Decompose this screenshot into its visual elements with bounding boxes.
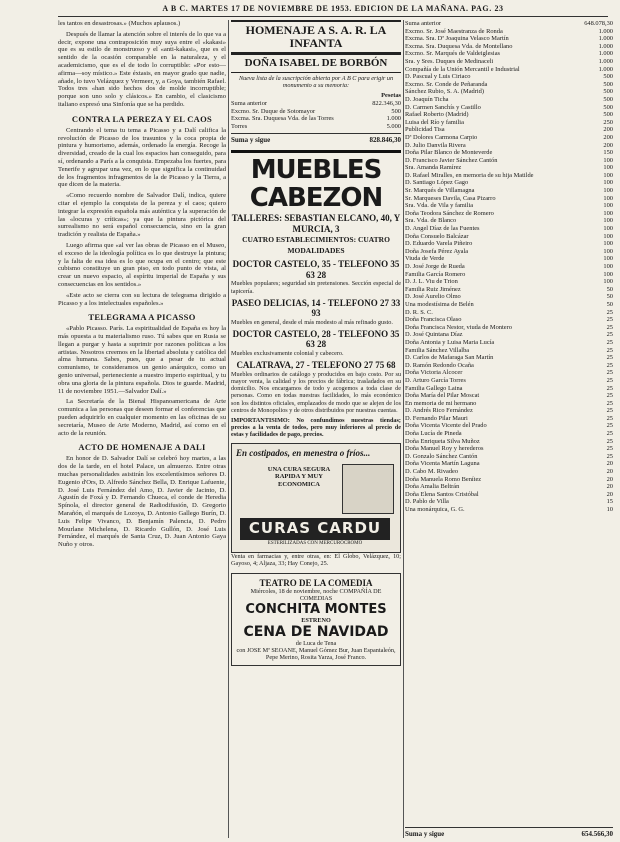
donation-row xyxy=(405,210,613,218)
donation-row xyxy=(405,43,613,51)
donor-name: Sra. Vda. de Blanco xyxy=(405,217,457,225)
donor-name: Doña Francisca Nestor, viuda de Montero xyxy=(405,323,512,331)
donation-amount: 25 xyxy=(606,399,613,407)
store-address: DOCTOR CASTELO, 28 - TELEFONO 35 63 28 xyxy=(232,328,400,350)
donor-name: D. Francisco Javier Sánchez Cantón xyxy=(405,156,498,164)
important-notice: IMPORTANTISIMO: No confundimos nuestras tiendas; precios a la venta de todos, pero muy inferiores al precio de estas y facilidades de pago, precios. xyxy=(231,416,401,439)
donation-amount: 20 xyxy=(606,483,613,491)
donor-name: Compañía de la Unión Mercantil e Industrial xyxy=(405,65,520,73)
store-address: CALATRAVA, 27 - TELEFONO 27 75 68 xyxy=(236,360,396,371)
paragraph: Después de llamar la atención sobre el interés de lo que va a decir, expone una contraposición muy suya entre el «kakasi» que es su estilo de monstruoso y el «anti-kakasi», que es el sentido de la ocasión comparable en la naturaleza, y el academicismo, que es el de todo lo corruptible: «Por esto—afirma—soy místico.» Este éxtasis, en mayor grado que nadie, añade, lo tuvo Velázquez y Vermeer, y, a Goya, también Rafael. Todos tres «han sido hechos dos de molde incorruptible; porque son uno solo y clásicos.» En cambio, el clasicismo italiano expresó una Sinfonía que se ha perdido. xyxy=(58,30,226,108)
donation-row xyxy=(405,240,613,248)
subtotal: Suma y sigue 654.566,30 xyxy=(405,827,613,838)
donation-row xyxy=(405,476,613,484)
ad-tagline: UNA CURA SEGURA RAPIDA Y MUY ECONOMICA xyxy=(267,465,331,488)
donation-amount: 5.000 xyxy=(386,122,401,130)
donation-amount: 25 xyxy=(606,369,613,377)
donation-row xyxy=(405,293,613,301)
donor-name: Excma. Sra. Duquesa Vda. de las Torres xyxy=(231,115,334,123)
donation-row xyxy=(405,491,613,499)
donation-amount: 1.000 xyxy=(598,57,613,65)
donation-row xyxy=(405,400,613,408)
donation-row xyxy=(405,301,613,309)
donor-name: Doña Consuelo Balcázar xyxy=(405,232,469,240)
donation-amount: 100 xyxy=(603,240,613,248)
paragraph: Centrando el tema tu tema a Picasso y a Dalí califica la revolución de Picasso de los trasuntos y la coca propia de pintura y humorismo, además, ordenado la energía. Recoge la diversidad, creado de la cual los espacios han conseguido, para sí, ordenando a París a la conquista. Empezaba los fuertes, para Tenerife y agrupar una vez, en lo que significa la continuidad de los fragmentos infragmentos de la de Picasso y la Tierra, a que dicen de la materia. xyxy=(58,126,226,189)
donor-name: Doña Vicenta Martín Laguna xyxy=(405,460,480,468)
donor-name: D. Andrés Rico Fernández xyxy=(405,407,473,415)
donor-name: Doña Elena Santos Cristóbal xyxy=(405,490,479,498)
section-heading: ACTO DE HOMENAJE A DALI xyxy=(78,442,206,453)
donation-amount: 25 xyxy=(606,361,613,369)
donation-row xyxy=(405,316,613,324)
play-author: de Luca de Tena xyxy=(295,639,337,647)
donor-name: Excmo. Sr. Marqués de Valdeiglesias xyxy=(405,50,501,58)
donation-row xyxy=(405,248,613,256)
donor-name: Suma anterior xyxy=(405,20,442,27)
donation-row xyxy=(405,460,613,468)
donation-row xyxy=(405,81,613,89)
donor-name: Sra. y Sres. Duques de Medinaceli xyxy=(405,57,494,65)
middle-column xyxy=(231,20,401,838)
donation-row xyxy=(405,422,613,430)
donation-row xyxy=(405,506,613,514)
donor-name: D. Cabo M. Rivadeo xyxy=(405,468,459,476)
subtotal: Suma y sigue 828.846,30 xyxy=(231,133,401,144)
donation-amount: 1.000 xyxy=(598,42,613,50)
actress-name: CONCHITA MONTES xyxy=(245,602,387,618)
donation-row xyxy=(405,483,613,491)
donation-row xyxy=(405,66,613,74)
donor-name: Familia Ruiz Jiménez xyxy=(405,285,461,293)
donor-name: Doña Pilar Blanco de Monteverde xyxy=(405,149,493,157)
donation-row xyxy=(405,445,613,453)
donation-amount: 10 xyxy=(606,506,613,513)
donor-list-column xyxy=(405,20,613,838)
donation-row xyxy=(405,438,613,446)
donor-name: Familia García Romero xyxy=(405,270,466,278)
paragraph: En honor de D. Salvador Dalí se celebró hoy martes, a las dos de la tarde, en el hotel Palace, un almuerzo. Entre otras muchas personalidades asistirán los excelentísimos señores D. Eugenio d'Ors, D. Alfredo Sánchez Bella, D. Enrique Lafuente, D. José Luis Fernández del Amo, D. Javier de Jacinto, D. Agustín de Foxá y D. Fernando Chueca, el conde de Heredia Spínola, el director general de Radiodifusión, D. Gregorio Marañón, el marqués de Lozoya, D. Antonio Gallego Burín, D. Luis Felipe Vivanco, D. Benjamín Palencia, D. Pedro Mourlane Michelena, D. Ricardo Gullón, D. José Luis Fernández, el marqués de Santa Cruz, D. Juan Antonio Gaya Nuño y otros. xyxy=(58,455,226,549)
donation-row xyxy=(405,217,613,225)
donation-amount: 200 xyxy=(603,133,613,141)
donation-row xyxy=(405,202,613,210)
donor-name: Doña Francisca Olaso xyxy=(405,316,462,324)
donor-name: Doña Vicenta Vicente del Prado xyxy=(405,422,487,430)
store-desc: Muebles populares; seguridad sin pretensiones. Sección especial de tapicería. xyxy=(231,280,401,295)
donation-amount: 100 xyxy=(603,194,613,202)
ad-subline: ESTERILIZADAS CON MERCUROCROMO xyxy=(267,540,363,546)
donation-amount: 822.346,30 xyxy=(372,100,401,107)
donation-amount: 250 xyxy=(603,118,613,126)
donation-amount: 150 xyxy=(603,149,613,157)
section-heading: CONTRA LA PEREZA Y EL CAOS xyxy=(71,113,213,124)
store-address: DOCTOR CASTELO, 35 - TELEFONO 35 63 28 xyxy=(232,259,400,280)
donation-amount: 500 xyxy=(603,80,613,88)
donation-row xyxy=(405,430,613,438)
donation-row xyxy=(405,453,613,461)
donation-row xyxy=(405,134,613,142)
homenaje-title: HOMENAJE A S. A. R. LA INFANTA xyxy=(231,20,401,53)
donor-name: Excma. Sra. Dª Joaquina Velasco Martín xyxy=(405,35,509,43)
donation-amount: 15 xyxy=(606,498,613,506)
play-title: CENA DE NAVIDAD xyxy=(243,623,389,640)
donation-row xyxy=(405,233,613,241)
donor-name: Doña Manuel Roy y herederos xyxy=(405,445,484,453)
donation-row xyxy=(405,286,613,294)
donation-amount: 25 xyxy=(606,308,613,316)
donation-row xyxy=(405,172,613,180)
donor-name: D. Arturo García Torres xyxy=(405,376,466,384)
donation-row xyxy=(405,324,613,332)
donor-name: Excma. Sra. Duquesa Vda. de Montellano xyxy=(405,42,513,50)
cuatro-line: CUATRO ESTABLECIMIENTOS: CUATRO MODALIDADES xyxy=(242,235,390,255)
donor-name: Sra. Vda. de Vila y familia xyxy=(405,202,474,210)
donor-name: D. Julio Danvila Rivera xyxy=(405,141,466,149)
donor-name: D. José Jorge de Rueda xyxy=(405,263,465,270)
donor-name: Suma anterior xyxy=(231,100,268,107)
donor-name: Doña Josefa Pérez Ayala xyxy=(405,247,469,255)
donor-name: Doña Manuela Romo Benítez xyxy=(405,475,482,483)
donation-row xyxy=(405,369,613,377)
store-desc: Muebles en general, desde el más modesto al más refinado gusto. xyxy=(231,318,393,326)
donor-name: D. Gonzalo Sánchez Cantón xyxy=(405,452,478,460)
donation-amount: 1.000 xyxy=(598,35,613,43)
donation-row xyxy=(405,96,613,104)
donation-row xyxy=(405,195,613,203)
donation-amount: 1.000 xyxy=(598,50,613,58)
donation-amount: 100 xyxy=(603,171,613,179)
donor-name: D. José Aurelio Olmo xyxy=(405,293,461,301)
donation-row xyxy=(405,347,613,355)
donation-row xyxy=(405,126,613,134)
donation-row xyxy=(405,377,613,385)
donation-amount: 500 xyxy=(603,103,613,111)
donation-amount: 100 xyxy=(603,225,613,233)
donor-name: D. R. S. C. xyxy=(405,308,433,316)
donation-amount: 100 xyxy=(603,278,613,286)
paragraph: La Secretaría de la Bienal Hispanoamericana de Arte comunica a las personas que deseen formar el conferencias que pueden adquirirlo en cualquier momento en las oficinas de su secretaría, Museo de Arte Moderno, Madrid, así como en el acto de la reunión. xyxy=(58,398,226,437)
donation-row xyxy=(405,407,613,415)
donation-amount: 25 xyxy=(606,392,613,400)
donor-name: D. Pascual y Luis Ciriaco xyxy=(405,73,471,81)
donation-row xyxy=(405,35,613,43)
donor-name: Publicidad Tisa xyxy=(405,126,445,134)
donation-amount: 25 xyxy=(606,430,613,438)
store-desc: Muebles ordinarios de catálogo y producidos en bajo costo. Por su mayor venta, la calidad y los precios de fábrica; trasladados en su domicilio. Nos encargamos de todo y acogemos a toda clase de personas. Como en todas nuestras facilidades, lo más económico son los distintos oficiales, emplazados de modo que se alejen de los centros de Monopolios y de otros distribuidos por nuestras cuentas. xyxy=(231,370,401,414)
donor-name: Dª Dolores Carmona Carpio xyxy=(405,133,478,141)
donation-amount: 100 xyxy=(603,255,613,263)
donor-name: Doña Antonia y Luisa Maria Lucía xyxy=(405,338,495,346)
donation-row xyxy=(405,271,613,279)
store-address: PASEO DELICIAS, 14 - TELEFONO 27 33 93 xyxy=(231,297,401,319)
donation-row xyxy=(231,123,401,131)
donation-row xyxy=(405,20,613,28)
donor-name: D. Fernando Pilar Mauri xyxy=(405,414,468,422)
donation-amount: 25 xyxy=(606,445,613,453)
donation-amount: 500 xyxy=(603,111,613,119)
donation-row xyxy=(405,58,613,66)
donation-amount: 1.000 xyxy=(386,115,401,123)
donation-amount: 100 xyxy=(603,263,613,270)
donor-name: Doña Enriqueta Silva Muñoz xyxy=(405,437,480,445)
donation-amount: 25 xyxy=(606,316,613,324)
donor-name: Doña María del Pilar Moscat xyxy=(405,392,480,400)
donation-amount: 20 xyxy=(606,460,613,468)
donation-row xyxy=(231,108,401,116)
donor-name: Torres xyxy=(231,122,248,130)
muebles-logo: MUEBLES CABEZON xyxy=(231,150,401,212)
store-desc: Muebles exclusivamente colonial y cabecero. xyxy=(231,349,344,357)
donor-name: D. Santiago López Gago xyxy=(405,179,469,187)
ad-footer: Venta en farmacias y, entre otras, en: El Globo, Velázquez, 10; Gayoso, 4; Aljaza, 33; Hay Conejo, 25. xyxy=(231,552,401,567)
donation-amount: 100 xyxy=(603,270,613,278)
donor-name: Una modestísima de Belén xyxy=(405,300,474,308)
donation-amount: 20 xyxy=(606,475,613,483)
donation-amount: 25 xyxy=(606,437,613,445)
donor-name: Doña Amalia Beltrán xyxy=(405,483,460,491)
donation-amount: 25 xyxy=(606,331,613,339)
donation-amount: 25 xyxy=(606,338,613,346)
talleres-line: TALLERES: SEBASTIAN ELCANO, 40, Y MURCIA, 3 xyxy=(231,213,401,234)
donation-row xyxy=(405,225,613,233)
donation-amount: 500 xyxy=(603,95,613,103)
donation-amount: 25 xyxy=(606,422,613,430)
donation-row xyxy=(405,354,613,362)
donation-row xyxy=(405,339,613,347)
donation-row xyxy=(405,142,613,150)
section-heading: TELEGRAMA A PICASSO xyxy=(88,312,196,323)
donor-name: D. Rafael Miralles, en memoria de su hija Matilde xyxy=(405,171,534,179)
column-rule xyxy=(403,20,404,838)
donor-name: Familia Sánchez Villalba xyxy=(405,346,470,354)
donation-amount: 25 xyxy=(606,384,613,392)
donation-amount: 25 xyxy=(606,376,613,384)
paragraph: «Como recuerdo nombre de Salvador Dalí, indica, quiere citar el ejemplo la conquista de la pereza y el caos; quiero integrar la expresión española más auténtica y la superación de las «locuras y críticas»; ya que la pintura pictórica del surrealismo no será español consecuencia, sino en la gran tradición y realista de España.» xyxy=(58,192,226,239)
theatre-date: Miércoles, 18 de noviembre, noche COMPAÑÍA DE COMEDIAS xyxy=(250,587,382,603)
donor-name: D. Carmen Sanchís y Castillo xyxy=(405,103,481,111)
donor-name: D. José Quintana Díaz xyxy=(405,331,463,339)
donation-row xyxy=(405,88,613,96)
cast-list: con JOSE Mª SEOANE, Manuel Gómez Bur, Juan Espantaleón, Pepe Merino, Rosita Yarza, José Franco. xyxy=(236,646,396,661)
donor-name: Excmo. Sr. Conde de Peñaranda xyxy=(405,80,488,88)
donor-name: D. Pablo de Villa xyxy=(405,498,449,506)
donor-name: Doña Teodora Sánchez de Romero xyxy=(405,209,494,217)
donation-amount: 200 xyxy=(603,126,613,134)
donor-name: Sr. Marqueses Davila, Casa Pizarro xyxy=(405,194,496,202)
donation-row xyxy=(405,157,613,165)
donation-amount: 1.000 xyxy=(598,65,613,73)
donor-name: Sra. Amanda Ramírez xyxy=(405,164,462,172)
donation-row xyxy=(405,104,613,112)
donor-name: Viuda de Verde xyxy=(405,255,445,263)
teatro-ad xyxy=(231,573,401,666)
donation-amount: 200 xyxy=(603,141,613,149)
donor-name: D. J. L. Viu de Trion xyxy=(405,278,458,286)
donation-amount: 50 xyxy=(606,293,613,301)
column-rule xyxy=(228,20,229,838)
donation-amount: 25 xyxy=(606,414,613,422)
paragraph: Luego afirma que «al ver las obras de Picasso en el Museo, el exceso de la ideología política es lo que destruye la pintura; y la falta de esa idea es lo que ocupa en el centro; que este cubismo constituye un gran piso, en todo punto de vista, al crear un nuevo espacio, al espíritu imperial de España y sus consecuencias en los sentidos.» xyxy=(58,241,226,288)
donation-row xyxy=(405,392,613,400)
donor-name: D. Carlos de Mafaraga San Martín xyxy=(405,354,494,362)
donor-name: Familia Gallego Laina xyxy=(405,384,463,392)
donor-name: D. Angel Díaz de las Fuentes xyxy=(405,225,480,233)
donation-amount: 100 xyxy=(603,156,613,164)
donation-row xyxy=(405,255,613,263)
ad-brand: CURAS CARDU xyxy=(240,518,390,540)
homenaje-subtitle: DOÑA ISABEL DE BORBÓN xyxy=(231,53,401,73)
donation-row xyxy=(405,119,613,127)
page-header: A B C. MARTES 17 DE NOVIEMBRE DE 1953. EDICION DE LA MAÑANA. PAG. 23 xyxy=(58,4,608,17)
donation-row xyxy=(405,50,613,58)
donation-amount: 25 xyxy=(606,452,613,460)
donor-name: Luisa del Río y familia xyxy=(405,118,464,126)
donor-name: D. Joaquín Ticha xyxy=(405,95,449,103)
paragraph: les tantos en desastrosas.» (Muchos aplausos.) xyxy=(58,20,181,27)
donation-amount: 648.078,30 xyxy=(584,20,613,27)
donation-amount: 100 xyxy=(603,209,613,217)
donation-amount: 500 xyxy=(391,107,401,115)
donation-row xyxy=(405,187,613,195)
donation-amount: 100 xyxy=(603,179,613,187)
donor-name: En memoria de mi hermano xyxy=(405,399,477,407)
donation-row xyxy=(231,100,401,108)
donor-name: Doña Lucía de Pineda xyxy=(405,430,462,438)
donor-name: D. Eduardo Varela Piñeiro xyxy=(405,240,473,248)
paragraph: «Pablo Picasso. París. La espiritualidad de España es hoy la más opuesta a tu materialismo ruso. Tú sabes que en Rusia se llegan a purgar y hasta a suprimir por razones políticas a los artistas. Nosotros creemos en la libertad absoluta y católica del alma humana. Sabes, pues, que a pesar de tu actual comunismo, te consideramos un genio anárquico, como un genio universal, perteneciente a nuestro imperio espiritual, y tu obra una gloria de la pintura española. Dios te guarde. Madrid, 11 de noviembre 1951.—Salvador Dalí.» xyxy=(58,325,226,395)
donation-row xyxy=(405,498,613,506)
donation-amount: 1.000 xyxy=(598,27,613,35)
donation-row xyxy=(405,309,613,317)
donor-name: Sánchez Rubio, S. A. (Madrid) xyxy=(405,88,484,96)
ad-slogan: En costipados, en menestra o fríos... xyxy=(236,447,371,458)
donation-amount: 25 xyxy=(606,354,613,362)
donor-name: Excmo. Sr. Duque de Sotomayor xyxy=(231,107,316,115)
donation-amount: 100 xyxy=(603,202,613,210)
subscription-list xyxy=(405,20,613,514)
donation-row xyxy=(405,164,613,172)
donor-name: Sr. Marqués de Villamagna xyxy=(405,187,475,195)
donor-name: Doña Victoria Alcocer xyxy=(405,369,463,377)
donation-row xyxy=(405,385,613,393)
subscription-list xyxy=(231,100,401,130)
donation-amount: 100 xyxy=(603,247,613,255)
donor-name: Una monárquica, G. G. xyxy=(405,506,465,513)
donation-row xyxy=(405,149,613,157)
estreno-label: ESTRENO xyxy=(301,617,331,625)
donation-row xyxy=(405,73,613,81)
donor-name: D. Ramón Redondo Ocaña xyxy=(405,361,474,369)
donation-amount: 25 xyxy=(606,323,613,331)
unit-label: Pesetas xyxy=(381,92,401,100)
paragraph: «Este acto se cierra con su lectura de telegrama dirigido a Picasso y a los intelectuales españoles.» xyxy=(58,291,226,307)
donation-amount: 100 xyxy=(603,187,613,195)
donation-row xyxy=(405,179,613,187)
donation-amount: 20 xyxy=(606,468,613,476)
donation-amount: 50 xyxy=(606,285,613,293)
article-column xyxy=(58,20,226,838)
subscription-intro: Nueva lista de la suscripción abierta por A B C para erigir un monumento a su memoria: xyxy=(238,75,394,90)
donation-amount: 50 xyxy=(606,300,613,308)
donation-amount: 500 xyxy=(603,88,613,96)
donation-amount: 20 xyxy=(606,490,613,498)
donation-row xyxy=(405,28,613,36)
donation-amount: 500 xyxy=(603,73,613,81)
donation-row xyxy=(405,263,613,271)
donation-row xyxy=(405,111,613,119)
donation-row xyxy=(405,468,613,476)
donation-amount: 100 xyxy=(603,232,613,240)
donation-amount: 25 xyxy=(606,407,613,415)
donation-row xyxy=(405,362,613,370)
donation-row xyxy=(405,415,613,423)
donation-row xyxy=(405,278,613,286)
curas-cardu-ad xyxy=(231,443,401,553)
donation-amount: 100 xyxy=(603,164,613,172)
donation-amount: 25 xyxy=(606,346,613,354)
donation-amount: 100 xyxy=(603,217,613,225)
donor-name: Rafael Roberto (Madrid) xyxy=(405,111,469,119)
theatre-name: TEATRO DE LA COMEDIA xyxy=(259,577,373,588)
donor-name: Excmo. Sr. José Maestranza de Ronda xyxy=(405,27,503,35)
donation-row xyxy=(231,115,401,123)
donation-row xyxy=(405,331,613,339)
bandage-package-image xyxy=(342,464,394,514)
